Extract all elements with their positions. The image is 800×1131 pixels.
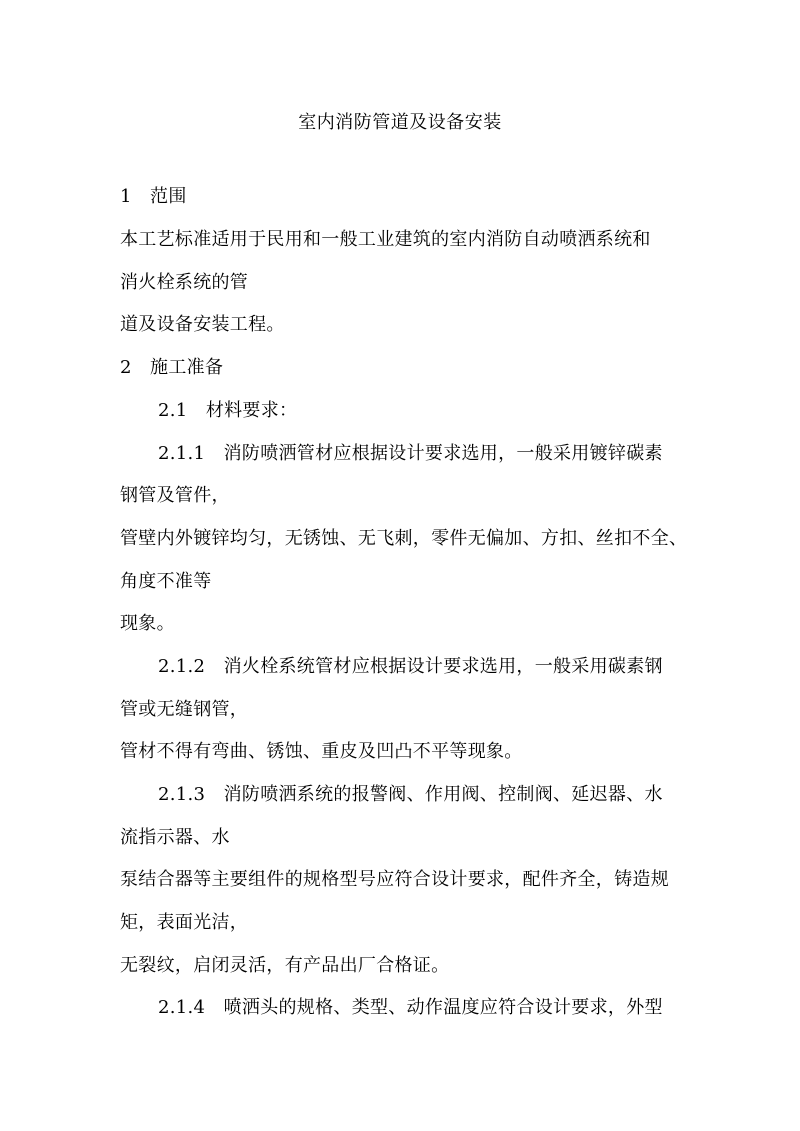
paragraph-line: 2.1.2 消火栓系统管材应根据设计要求选用，一般采用碳素钢 [158,656,663,677]
paragraph-line: 道及设备安装工程。 [120,314,285,335]
paragraph-line: 2.1.1 消防喷洒管材应根据设计要求选用，一般采用镀锌碳素 [158,443,663,464]
paragraph-line: 2.1.4 喷洒头的规格、类型、动作温度应符合设计要求，外型 [158,997,663,1018]
paragraph-line: 泵结合器等主要组件的规格型号应符合设计要求，配件齐全，铸造规 [120,869,669,890]
paragraph-line: 本工艺标准适用于民用和一般工业建筑的室内消防自动喷洒系统和 [120,229,651,250]
paragraph-line: 角度不准等 [120,571,212,592]
paragraph-line: 流指示器、水 [120,827,230,848]
paragraph-line: 管或无缝钢管， [120,699,249,720]
document-title: 室内消防管道及设备安装 [298,112,502,133]
subsection-heading-materials: 2.1 材料要求： [158,400,298,421]
paragraph-line: 管壁内外镀锌均匀，无锈蚀、无飞刺，零件无偏加、方扣、丝扣不全、 [120,528,688,549]
paragraph-line: 无裂纹，启闭灵活，有产品出厂合格证。 [120,955,450,976]
section-heading-scope: 1 范围 [120,186,187,207]
section-heading-preparation: 2 施工准备 [120,357,224,378]
paragraph-line: 管材不得有弯曲、锈蚀、重皮及凹凸不平等现象。 [120,741,523,762]
paragraph-line: 钢管及管件， [120,485,230,506]
paragraph-line: 消火栓系统的管 [120,272,249,293]
paragraph-line: 现象。 [120,613,175,634]
paragraph-line: 矩，表面光洁， [120,912,249,933]
paragraph-line: 2.1.3 消防喷洒系统的报警阀、作用阀、控制阀、延迟器、水 [158,784,663,805]
